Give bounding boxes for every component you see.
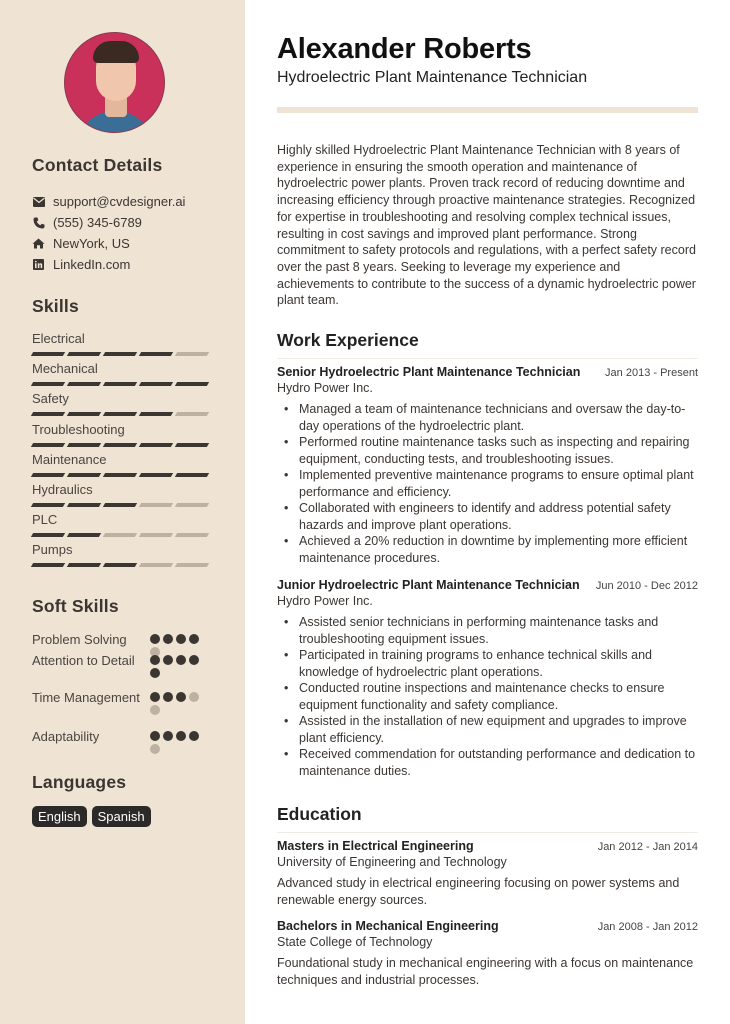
skill-level-bar <box>139 503 173 507</box>
skill-level-bar <box>103 503 137 507</box>
skill-level <box>32 563 212 567</box>
linkedin-icon <box>32 258 45 271</box>
skill-item <box>32 542 212 567</box>
soft-skill-dot <box>150 744 160 754</box>
job-bullets <box>277 614 698 779</box>
soft-skill-dot <box>189 655 199 665</box>
skill-level-bar <box>139 382 173 386</box>
degree-name: Bachelors in Mechanical Engineering <box>277 919 499 933</box>
work-bullet: • Assisted in the installation of new equipment and upgrades to improve plant efficiency. <box>277 713 698 746</box>
candidate-name: Alexander Roberts <box>277 33 532 65</box>
soft-skill-dot <box>150 731 160 741</box>
skill-level-bar <box>139 352 173 356</box>
contact-heading: Contact Details <box>32 155 163 175</box>
skill-level <box>32 443 212 447</box>
skill-item <box>32 422 212 447</box>
skill-level-bar <box>67 443 101 447</box>
skill-level-bar <box>67 382 101 386</box>
work-entry <box>277 578 698 779</box>
work-bullet: • Conducted routine inspections and maintenance checks to ensure equipment functionality and safety compliance. <box>277 680 698 713</box>
education-entry <box>277 919 698 989</box>
education-dates: Jan 2012 - Jan 2014 <box>597 841 698 853</box>
contact-phone-text: (555) 345-6789 <box>53 215 142 230</box>
education-dates: Jan 2008 - Jan 2012 <box>597 921 698 933</box>
language-badge: English <box>32 806 87 827</box>
job-title: Senior Hydroelectric Plant Maintenance Technician <box>277 365 581 379</box>
summary-text: Highly skilled Hydroelectric Plant Maintenance Technician with 8 years of experience in ensuring the smooth operation and maintenance of hydroelectric power plants. Proven track record of reducing downtime and increasing efficiency through proactive maintenance strategies. Recognized for expertise in troubleshooting and resolving complex technical issues, resulting in cost savings and improved plant performance. Strong commitment to safety protocols and regulations, with a perfect safety record over the past 8 years. Seeking to leverage my experience and achievements to contribute to the success of a dynamic hydroelectric power plant team. <box>277 143 696 308</box>
work-bullet: • Achieved a 20% reduction in downtime by implementing more efficient maintenance procedures. <box>277 533 698 566</box>
school-name: University of Engineering and Technology <box>277 855 507 869</box>
skill-level-bar <box>103 352 137 356</box>
skill-item <box>32 482 212 507</box>
company-name: Hydro Power Inc. <box>277 381 373 395</box>
skill-name: Safety <box>32 391 69 406</box>
job-bullets <box>277 401 698 566</box>
soft-skill-item <box>32 728 212 754</box>
skill-level-bar <box>31 563 65 567</box>
skill-name: Troubleshooting <box>32 422 125 437</box>
soft-skill-dot <box>176 731 186 741</box>
soft-skill-dot <box>150 655 160 665</box>
envelope-icon <box>32 195 45 208</box>
skill-level-bar <box>31 443 65 447</box>
education-heading: Education <box>277 804 698 833</box>
skill-level-bar <box>31 473 65 477</box>
soft-skill-dot <box>150 705 160 715</box>
skill-item <box>32 452 212 477</box>
soft-skills-heading: Soft Skills <box>32 596 119 616</box>
work-bullet: • Received commendation for outstanding performance and dedication to maintenance duties. <box>277 746 698 779</box>
skill-level-bar <box>175 473 209 477</box>
skill-item <box>32 361 212 386</box>
soft-skill-dot <box>163 692 173 702</box>
skill-level-bar <box>139 533 173 537</box>
skill-level-bar <box>103 443 137 447</box>
skill-level-bar <box>175 563 209 567</box>
skill-item <box>32 331 212 356</box>
contact-location <box>32 236 130 251</box>
languages-heading: Languages <box>32 772 127 792</box>
soft-skill-name: Problem Solving <box>32 632 127 647</box>
skill-name: PLC <box>32 512 58 527</box>
work-bullet: • Collaborated with engineers to identify and address potential safety hazards and improve plant operations. <box>277 500 698 533</box>
home-icon <box>32 237 45 250</box>
skill-level-bar <box>67 473 101 477</box>
skill-level <box>32 533 212 537</box>
work-bullet: • Performed routine maintenance tasks such as inspecting and repairing equipment, conducting tests, and troubleshooting issues. <box>277 434 698 467</box>
school-name: State College of Technology <box>277 935 433 949</box>
languages-list <box>32 806 151 827</box>
soft-skill-dot <box>189 692 199 702</box>
job-dates: Jun 2010 - Dec 2012 <box>595 580 698 592</box>
skill-level-bar <box>67 412 101 416</box>
skill-name: Electrical <box>32 331 85 346</box>
soft-skill-dot <box>150 668 160 678</box>
language-badge: Spanish <box>92 806 151 827</box>
photo-hair <box>93 41 139 63</box>
work-experience-heading: Work Experience <box>277 330 698 359</box>
work-bullet: • Managed a team of maintenance technicians and oversaw the day-to-day operations of the hydroelectric plant. <box>277 401 698 434</box>
soft-skill-level <box>150 728 202 754</box>
education-description: Foundational study in mechanical engineering with a focus on maintenance techniques and industrial processes. <box>277 956 694 987</box>
education-description: Advanced study in electrical engineering focusing on power systems and renewable energy sources. <box>277 876 680 907</box>
skill-name: Pumps <box>32 542 73 557</box>
work-bullet: • Assisted senior technicians in performing maintenance tasks and troubleshooting equipment issues. <box>277 614 698 647</box>
skill-level-bar <box>103 412 137 416</box>
skill-name: Mechanical <box>32 361 98 376</box>
skill-name: Maintenance <box>32 452 107 467</box>
skill-level-bar <box>31 412 65 416</box>
skill-level-bar <box>103 563 137 567</box>
soft-skill-dot <box>176 634 186 644</box>
soft-skill-name: Attention to Detail <box>32 653 135 668</box>
skill-level-bar <box>31 533 65 537</box>
soft-skill-dot <box>189 731 199 741</box>
skill-level-bar <box>103 382 137 386</box>
skill-level-bar <box>31 382 65 386</box>
degree-name: Masters in Electrical Engineering <box>277 839 474 853</box>
skill-item <box>32 391 212 416</box>
soft-skill-dot <box>163 655 173 665</box>
skill-level-bar <box>67 352 101 356</box>
skill-level-bar <box>175 443 209 447</box>
job-title: Junior Hydroelectric Plant Maintenance Technician <box>277 578 580 592</box>
skill-level-bar <box>31 352 65 356</box>
skill-level-bar <box>175 533 209 537</box>
skill-level <box>32 412 212 416</box>
contact-phone[interactable] <box>32 215 142 230</box>
skill-level-bar <box>67 533 101 537</box>
soft-skill-name: Time Management <box>32 690 140 705</box>
work-entry <box>277 365 698 566</box>
skill-level-bar <box>139 412 173 416</box>
contact-linkedin[interactable] <box>32 257 130 272</box>
soft-skill-dot <box>189 634 199 644</box>
candidate-title: Hydroelectric Plant Maintenance Technician <box>277 69 588 86</box>
soft-skill-dot <box>176 655 186 665</box>
skill-level-bar <box>175 352 209 356</box>
skill-level-bar <box>67 563 101 567</box>
contact-linkedin-text: LinkedIn.com <box>53 257 131 272</box>
skill-item <box>32 512 212 537</box>
contact-location-text: NewYork, US <box>53 236 130 251</box>
soft-skill-item <box>32 689 212 715</box>
sidebar <box>0 0 245 1024</box>
skill-level <box>32 503 212 507</box>
soft-skill-item <box>32 652 212 678</box>
contact-email[interactable] <box>32 194 185 209</box>
contact-email-text: support@cvdesigner.ai <box>53 194 186 209</box>
soft-skill-level <box>150 652 202 678</box>
education-entry <box>277 839 698 909</box>
soft-skill-dot <box>150 692 160 702</box>
skill-level-bar <box>139 443 173 447</box>
skill-level <box>32 352 212 356</box>
skill-name: Hydraulics <box>32 482 93 497</box>
skill-level-bar <box>175 412 209 416</box>
skills-heading: Skills <box>32 296 79 316</box>
soft-skill-dot <box>163 731 173 741</box>
job-dates: Jan 2013 - Present <box>605 367 698 379</box>
soft-skill-dot <box>150 634 160 644</box>
company-name: Hydro Power Inc. <box>277 594 373 608</box>
skill-level-bar <box>103 533 137 537</box>
skill-level-bar <box>67 503 101 507</box>
header-divider <box>277 107 698 113</box>
skill-level-bar <box>175 503 209 507</box>
skill-level-bar <box>139 473 173 477</box>
skill-level-bar <box>31 503 65 507</box>
skill-level-bar <box>175 382 209 386</box>
work-bullet: • Implemented preventive maintenance programs to ensure optimal plant performance and efficiency. <box>277 467 698 500</box>
skill-level <box>32 382 212 386</box>
profile-photo <box>64 32 165 133</box>
soft-skill-level <box>150 689 202 715</box>
soft-skill-dot <box>163 634 173 644</box>
work-bullet: • Participated in training programs to enhance technical skills and knowledge of hydroelectric plant operations. <box>277 647 698 680</box>
soft-skill-name: Adaptability <box>32 729 100 744</box>
skill-level <box>32 473 212 477</box>
skill-level-bar <box>103 473 137 477</box>
skill-level-bar <box>139 563 173 567</box>
soft-skill-dot <box>176 692 186 702</box>
phone-icon <box>32 216 45 229</box>
